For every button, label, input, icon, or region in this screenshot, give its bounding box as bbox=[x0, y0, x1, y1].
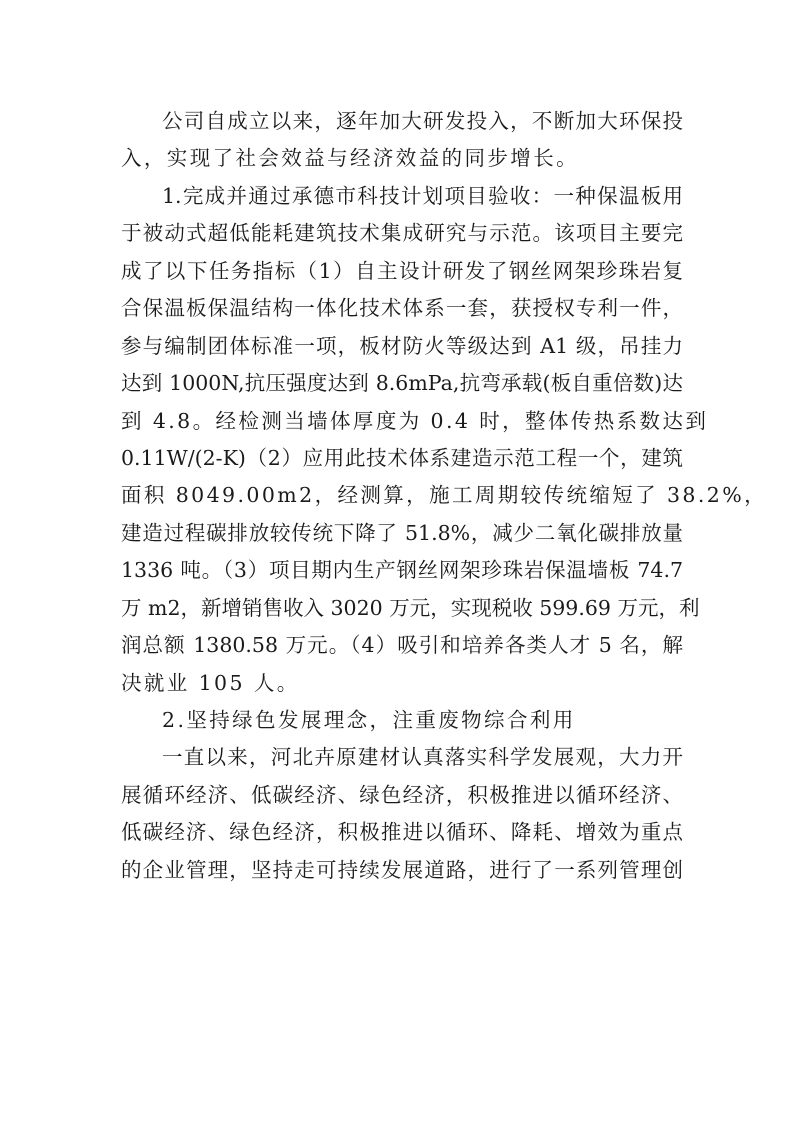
paragraph-intro bbox=[121, 103, 683, 178]
text-line: 1.完成并通过承德市科技计划项目验收：一种保温板用 bbox=[162, 183, 683, 208]
text-line: 于被动式超低能耗建筑技术集成研究与示范。该项目主要完 bbox=[121, 221, 683, 246]
text-line: 面积 8049.00m2，经测算，施工周期较传统缩短了 38.2%， bbox=[121, 483, 768, 508]
text-line: 一直以来，河北卉原建材认真落实科学发展观，大力开 bbox=[162, 745, 683, 770]
text-line: 润总额 1380.58 万元。（4）吸引和培养各类人才 5 名，解 bbox=[121, 633, 683, 658]
text-line: 到 4.8。经检测当墙体厚度为 0.4 时，整体传热系数达到 bbox=[121, 408, 709, 433]
paragraph-item-2-body bbox=[121, 739, 683, 889]
text-line: 合保温板保温结构一体化技术体系一套，获授权专利一件， bbox=[121, 296, 683, 321]
text-line: 0.11W/(2-K)（2）应用此技术体系建造示范工程一个，建筑 bbox=[121, 445, 683, 470]
document-body bbox=[121, 103, 768, 889]
text-line: 参与编制团体标准一项，板材防火等级达到 A1 级，吊挂力 bbox=[121, 333, 683, 358]
section-heading: 2.坚持绿色发展理念，注重废物综合利用 bbox=[162, 708, 576, 732]
text-line: 展循环经济、低碳经济、绿色经济，积极推进以循环经济、 bbox=[121, 782, 683, 807]
text-line: 万 m2，新增销售收入 3020 万元，实现税收 599.69 万元，利 bbox=[121, 595, 700, 620]
text-line: 公司自成立以来，逐年加大研发投入，不断加大环保投 bbox=[162, 109, 683, 133]
text-line: 低碳经济、绿色经济，积极推进以循环、降耗、增效为重点 bbox=[121, 820, 683, 845]
text-line: 成了以下任务指标（1）自主设计研发了钢丝网架珍珠岩复 bbox=[121, 258, 683, 283]
text-line: 的企业管理，坚持走可持续发展道路，进行了一系列管理创 bbox=[121, 857, 683, 882]
text-line: 建造过程碳排放较传统下降了 51.8%，减少二氧化碳排放量 bbox=[121, 520, 683, 545]
text-line: 决就业 105 人。 bbox=[121, 670, 300, 695]
text-line: 入，实现了社会效益与经济效益的同步增长。 bbox=[121, 146, 579, 171]
paragraph-item-2-heading bbox=[121, 702, 683, 739]
paragraph-item-1 bbox=[121, 178, 768, 702]
text-line: 达到 1000N,抗压强度达到 8.6mPa,抗弯承载(板自重倍数)达 bbox=[121, 371, 683, 396]
text-line: 1336 吨。（3）项目期内生产钢丝网架珍珠岩保温墙板 74.7 bbox=[121, 558, 683, 583]
